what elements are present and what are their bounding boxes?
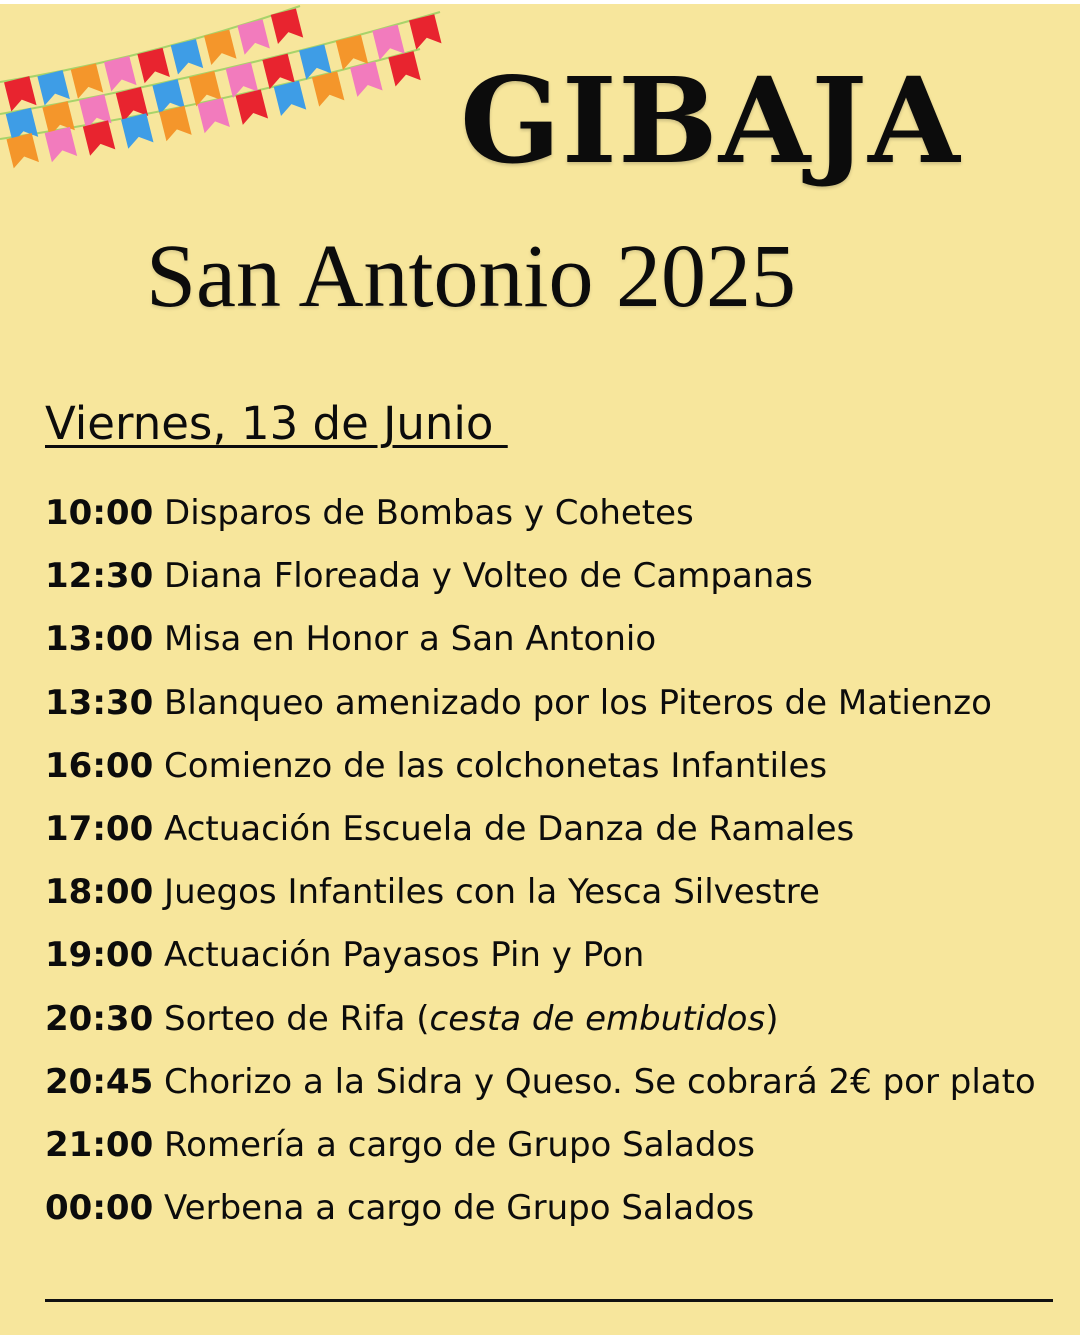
bunting-flag [204, 30, 236, 65]
bunting-flag [197, 98, 229, 133]
schedule-item [45, 1177, 1055, 1240]
schedule-list [45, 482, 1055, 1240]
page-title: GIBAJA [460, 51, 961, 190]
event-time: 00:00 [45, 1188, 154, 1229]
bunting-flag [37, 70, 69, 105]
schedule-item [45, 988, 1055, 1051]
event-description: Chorizo a la Sidra y Queso. Se cobrará 2€ por plato [164, 1061, 1036, 1102]
schedule-item [45, 1051, 1055, 1114]
bunting-flag [171, 39, 203, 74]
bunting-flag [271, 9, 303, 44]
event-time: 10:00 [45, 493, 154, 533]
event-description: Comienzo de las colchonetas Infantiles [164, 745, 828, 786]
schedule-item [45, 1114, 1055, 1177]
event-description: Misa en Honor a San Antonio [164, 619, 657, 660]
poster [0, 4, 1080, 1335]
event-description: Sorteo de Rifa ( [164, 998, 430, 1039]
bunting-flag [6, 133, 38, 168]
schedule-item [45, 482, 1055, 545]
bunting-flags [4, 9, 441, 169]
event-time: 20:45 [45, 1061, 154, 1102]
schedule-item [45, 861, 1055, 924]
event-description: Blanqueo amenizado por los Piteros de Matienzo [164, 682, 992, 723]
bunting-flag [104, 56, 136, 91]
bunting-flag [409, 14, 441, 49]
schedule-item [45, 798, 1055, 861]
event-description-end: ) [765, 998, 779, 1039]
bunting-decoration [0, 4, 460, 184]
bunting-flag [71, 63, 103, 98]
bunting-flag [4, 76, 36, 111]
bunting-flag [121, 113, 153, 148]
event-time: 13:00 [45, 619, 154, 660]
event-description: Juegos Infantiles con la Yesca Silvestre [164, 872, 820, 913]
schedule-item [45, 672, 1055, 735]
event-time: 13:30 [45, 682, 154, 723]
day-heading: Viernes, 13 de Junio [45, 397, 508, 450]
event-time: 20:30 [45, 998, 154, 1039]
event-time: 12:30 [45, 556, 154, 597]
event-description: Actuación Escuela de Danza de Ramales [164, 808, 855, 849]
event-time: 17:00 [45, 808, 154, 849]
event-description: Verbena a cargo de Grupo Salados [164, 1188, 755, 1229]
bunting-flag [236, 89, 268, 124]
event-time: 18:00 [45, 872, 154, 913]
event-time: 19:00 [45, 935, 154, 976]
event-description: Actuación Payasos Pin y Pon [164, 935, 645, 976]
event-subtitle: San Antonio 2025 [146, 227, 797, 326]
event-time: 16:00 [45, 745, 154, 786]
bunting-flag [388, 51, 420, 86]
schedule-item [45, 735, 1055, 798]
schedule-item [45, 924, 1055, 987]
bunting-flag [83, 120, 115, 155]
schedule-item [45, 545, 1055, 608]
bunting-flag [274, 81, 306, 116]
event-time: 21:00 [45, 1124, 154, 1165]
bunting-flag [137, 48, 169, 83]
event-description: Diana Floreada y Volteo de Campanas [164, 556, 813, 597]
bunting-flag [159, 106, 191, 141]
bunting-flag [45, 127, 77, 162]
event-description: Romería a cargo de Grupo Salados [164, 1124, 755, 1165]
schedule-item [45, 608, 1055, 671]
event-description-italic: cesta de embutidos [429, 998, 766, 1039]
bunting-flag [237, 19, 269, 54]
bunting-flag [312, 71, 344, 106]
bunting-flag [350, 61, 382, 96]
bottom-divider [45, 1299, 1053, 1302]
event-description: Disparos de Bombas y Cohetes [164, 493, 694, 533]
